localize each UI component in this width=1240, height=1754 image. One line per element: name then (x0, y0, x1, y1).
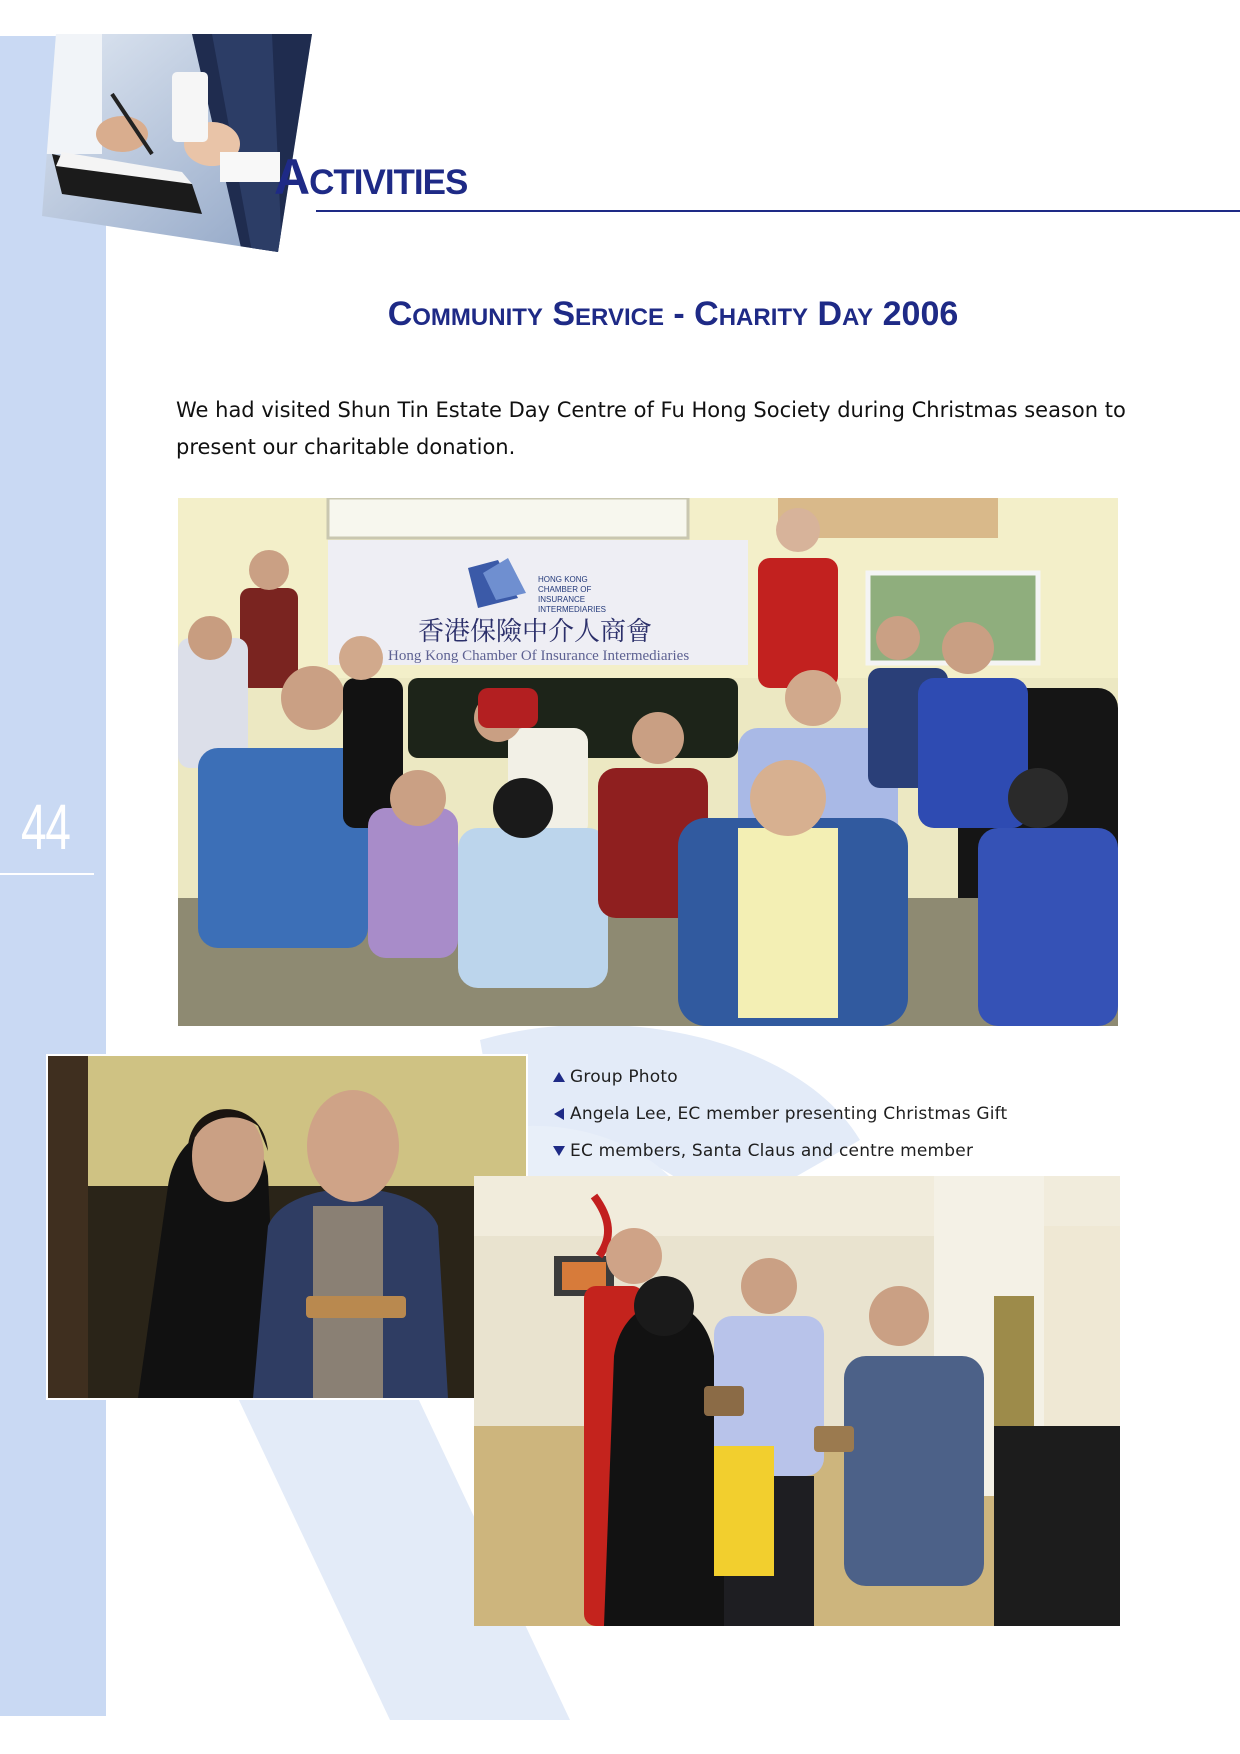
caption-list (552, 1058, 1032, 1169)
banner-chinese-name: 香港保險中介人商會 (418, 617, 653, 647)
gift-photo (48, 1056, 526, 1398)
caption-item (552, 1132, 1032, 1169)
banner-logo-text-2: CHAMBER OF (538, 585, 592, 594)
header-photo (42, 34, 312, 252)
banner-english-name: Hong Kong Chamber Of Insurance Intermediaries (388, 648, 690, 664)
triangle-left-icon (552, 1107, 566, 1121)
triangle-up-icon (552, 1070, 566, 1084)
banner-logo-text: HONG KONG (538, 575, 588, 584)
group-photo (178, 498, 1118, 1026)
title-rule (316, 210, 1240, 212)
page-number-rule (0, 873, 94, 875)
page-number: 44 (21, 791, 70, 863)
left-margin-band (0, 36, 106, 1716)
banner-logo-text-4: INTERMEDIARIES (538, 605, 607, 614)
caption-text: Angela Lee, EC member presenting Christmas Gift (570, 1103, 1008, 1124)
caption-item (552, 1095, 1032, 1132)
intro-paragraph: We had visited Shun Tin Estate Day Centre of Fu Hong Society during Christmas season to present our charitable donation. (176, 398, 1126, 459)
triangle-down-icon (552, 1144, 566, 1158)
event-title: Community Service - Charity Day 2006 (387, 295, 959, 333)
section-title: Activities (274, 149, 468, 205)
banner-logo-text-3: INSURANCE (538, 595, 586, 604)
santa-photo (474, 1176, 1120, 1626)
caption-text: Group Photo (570, 1066, 678, 1087)
caption-text: EC members, Santa Claus and centre member (570, 1140, 974, 1161)
caption-item (552, 1058, 1032, 1095)
